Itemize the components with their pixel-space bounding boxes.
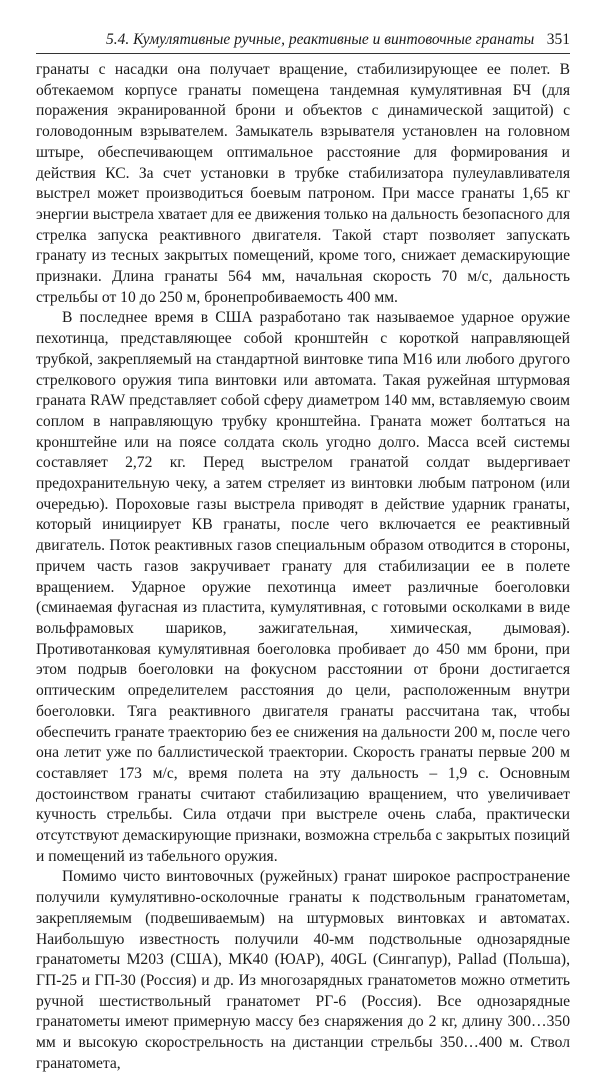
paragraph: Помимо чисто винтовочных (ружейных) гранат широкое распространение получили кумулятивно-осколочные гранаты к подствольным гранатометам, закрепляемым (подвешиваемым) на штурмовых винтовках и автоматах. Наибольшую известность получили 40-мм подствольные однозарядные гранатометы M203 (США), МК40 (ЮАР), 40GL (Сингапур), Pallad (Польша), ГП-25 и ГП-30 (Россия) и др. Из многозарядных гранатометов можно отметить ручной шестиствольный гранатомет РГ-6 (Россия). Все однозарядные гранатометы имеют примерную массу без снаряжения до 2 кг, длину 300…350 мм и высокую скорострельность на дистанции стрельбы 350…400 м. Ствол гранатомета,: [36, 868, 570, 1072]
paragraph: В последнее время в США разработано так называемое ударное оружие пехотинца, представляющее собой кронштейн с короткой направляющей трубкой, закрепляемый на стандартной винтовке типа М16 или любого другого стрелкового оружия типа винтовки или автомата. Такая ружейная штурмовая граната RAW представляет собой сферу диаметром 140 мм, вставляемую своим соплом в направляющую трубку кронштейна. Граната может болтаться на кронштейне или на поясе солдата сколь угодно долго. Масса всей системы составляет 2,72 кг. Перед выстрелом гранатой солдат выдергивает предохранительную чеку, а затем стреляет из винтовки любым патроном (или очередью). Пороховые газы выстрела приводят в действие ударник гранаты, который инициирует КВ гранаты, после чего включается ее реактивный двигатель. Поток реактивных газов специальным образом отводится в стороны, причем часть газов закручивает гранату для стабилизации ее в полете вращением. Ударное оружие пехотинца имеет различные боеголовки (сминаемая фугасная из пластита, кумулятивная, с готовыми осколками в виде вольфрамовых шариков, зажигательная, химическая, дымовая). Противотанковая кумулятивная боеголовка пробивает до 450 мм брони, при этом подрыв боеголовки на фокусном расстоянии от брони достигается оптическим определителем расстояния до цели, расположенным внутри боеголовки. Тяга реактивного двигателя гранаты рассчитана так, чтобы обеспечить гранате траекторию без ее снижения на дальности 200 м, после чего она летит уже по баллистической траектории. Скорость гранаты первые 200 м составляет 173 м/с, время полета на эту дальность – 1,9 с. Основным достоинством гранаты считают стабилизацию вращением, что увеличивает кучность стрельбы. Сила отдачи при выстреле очень слаба, практически отсутствуют демаскирующие признаки, возможна стрельба с закрытых позиций и помещений из табельного оружия.: [36, 309, 570, 865]
page-body: [36, 60, 570, 1072]
page-number: 351: [546, 31, 570, 48]
section-title: 5.4. Кумулятивные ручные, реактивные и винтовочные гранаты: [106, 31, 535, 48]
running-header: [36, 30, 570, 54]
header-rule: [36, 53, 570, 54]
paragraph: гранаты с насадки она получает вращение, стабилизирующее ее полет. В обтекаемом корпусе гранаты помещена тандемная кумулятивная БЧ (для поражения экранированной брони и объектов с динамической защитой) с головодонным взрывателем. Замыкатель взрывателя установлен на головном штыре, обеспечивающем оптимальное расстояние для формирования и действия КС. За счет установки в трубке стабилизатора пулеулавливателя выстрел может производиться боевым патроном. При массе гранаты 1,65 кг энергии выстрела хватает для ее движения только на дальность безопасного для стрелка запуска реактивного двигателя. Такой старт позволяет запускать гранату из тесных закрытых помещений, кроме того, снижает демаскирующие признаки. Длина гранаты 564 мм, начальная скорость 70 м/с, дальность стрельбы от 10 до 250 м, бронепробиваемость 400 мм.: [36, 61, 570, 306]
